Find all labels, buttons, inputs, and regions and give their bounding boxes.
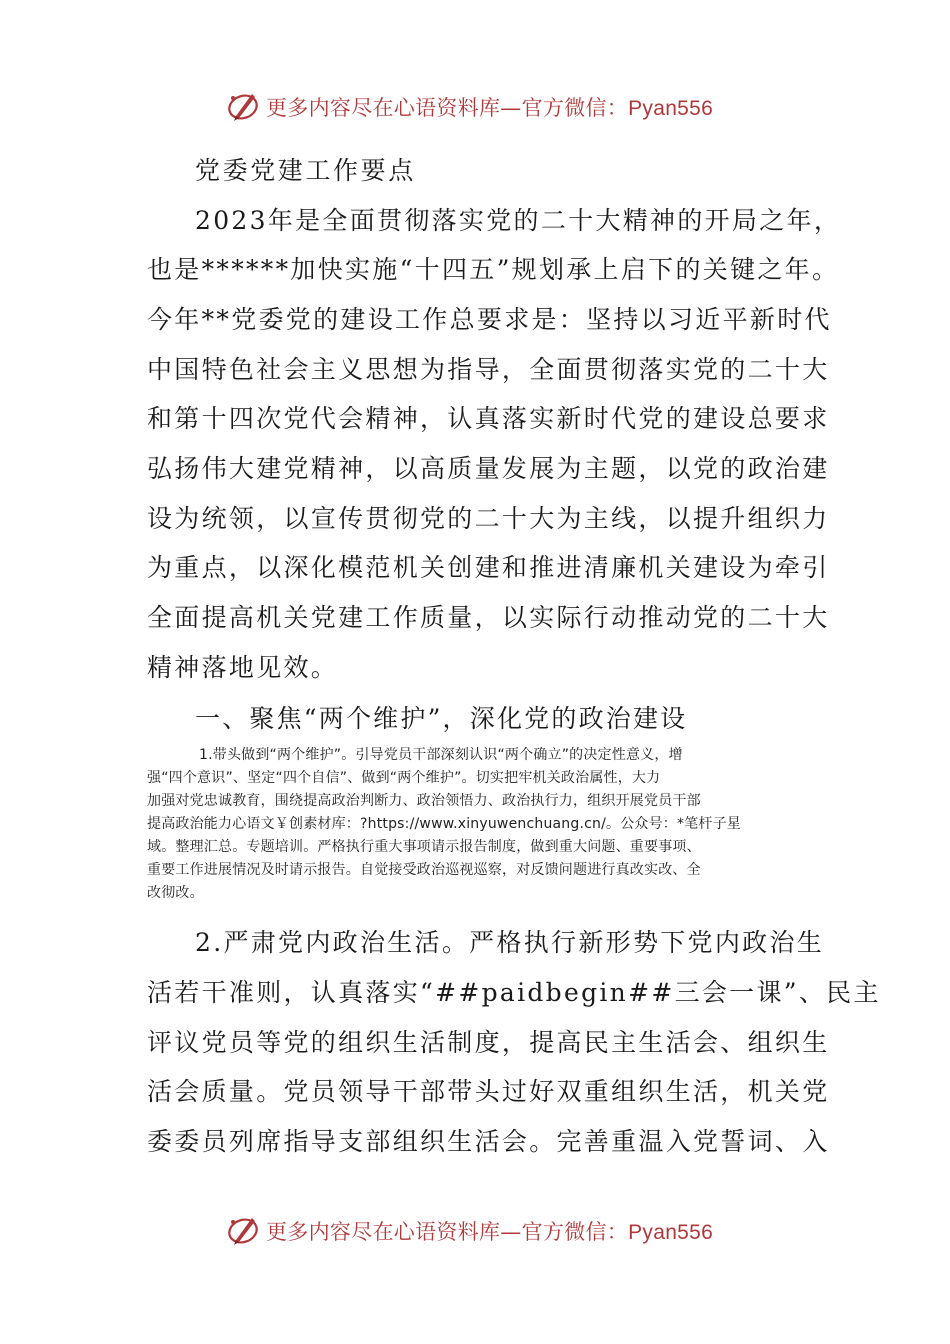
item1-line: 改彻改。 xyxy=(147,885,204,901)
item2-line: 活会质量。党员领导干部带头过好双重组织生活，机关党 xyxy=(147,1077,830,1106)
intro-line: 今年**党委党的建设工作总要求是：坚持以习近平新时代 xyxy=(147,305,832,334)
pen-ring-logo-icon xyxy=(226,88,262,124)
section-heading: 一、聚焦“两个维护”，深化党的政治建设 xyxy=(195,704,688,733)
item1-line: 强“四个意识”、坚定“四个自信”、做到“两个维护”。切实把牢机关政治属性，大力 xyxy=(147,770,661,786)
document-title: 党委党建工作要点 xyxy=(195,156,416,185)
intro-line: 和第十四次党代会精神，认真落实新时代党的建设总要求 xyxy=(147,404,830,433)
pen-ring-logo-icon xyxy=(226,1212,262,1248)
watermark-banner-top xyxy=(0,86,950,126)
intro-line: 精神落地见效。 xyxy=(147,653,339,682)
item2-line: 活若干准则，认真落实“##paidbegin##三会一课”、民主 xyxy=(147,978,881,1007)
watermark-id: Pyan556 xyxy=(628,1221,714,1244)
watermark-text: 更多内容尽在心语资料库—官方微信：Pyan556 xyxy=(266,96,714,120)
watermark-banner-bottom xyxy=(0,1210,950,1250)
intro-line: 2023年是全面贯彻落实党的二十大精神的开局之年， xyxy=(195,206,842,235)
item1-line: 提高政治能力心语文￥创素材库：?https://www.xinyuwenchuang.cn/。公众号：*笔杆子星 xyxy=(147,816,741,832)
intro-line: 全面提高机关党建工作质量，以实际行动推动党的二十大 xyxy=(147,603,830,632)
intro-line: 也是******加快实施“十四五”规划承上启下的关键之年。 xyxy=(147,255,840,284)
intro-line: 设为统领，以宣传贯彻党的二十大为主线，以提升组织力 xyxy=(147,504,830,533)
intro-line: 中国特色社会主义思想为指导，全面贯彻落实党的二十大 xyxy=(147,355,830,384)
intro-line: 弘扬伟大建党精神，以高质量发展为主题，以党的政治建 xyxy=(147,454,830,483)
watermark-text: 更多内容尽在心语资料库—官方微信：Pyan556 xyxy=(266,1220,714,1244)
item1-paragraph xyxy=(147,744,812,905)
intro-line: 为重点，以深化模范机关创建和推进清廉机关建设为牵引 xyxy=(147,553,830,582)
item1-line: 域。整理汇总。专题培训。严格执行重大事项请示报告制度，做到重大问题、重要事项、 xyxy=(147,839,701,855)
watermark-id: Pyan556 xyxy=(628,97,714,120)
item1-line: 1.带头做到“两个维护”。引导党员干部深刻认识“两个确立”的决定性意义，增 xyxy=(199,747,683,763)
item1-line: 加强对党忠诚教育，围绕提高政治判断力、政治领悟力、政治执行力，组织开展党员干部 xyxy=(147,793,701,809)
item2-line: 2.严肃党内政治生活。严格执行新形势下党内政治生 xyxy=(195,928,825,957)
item1-line: 重要工作进展情况及时请示报告。自觉接受政治巡视巡察，对反馈问题进行真改实改、全 xyxy=(147,862,701,878)
item2-line: 委委员列席指导支部组织生活会。完善重温入党誓词、入 xyxy=(147,1127,830,1156)
item2-line: 评议党员等党的组织生活制度，提高民主生活会、组织生 xyxy=(147,1028,830,1057)
